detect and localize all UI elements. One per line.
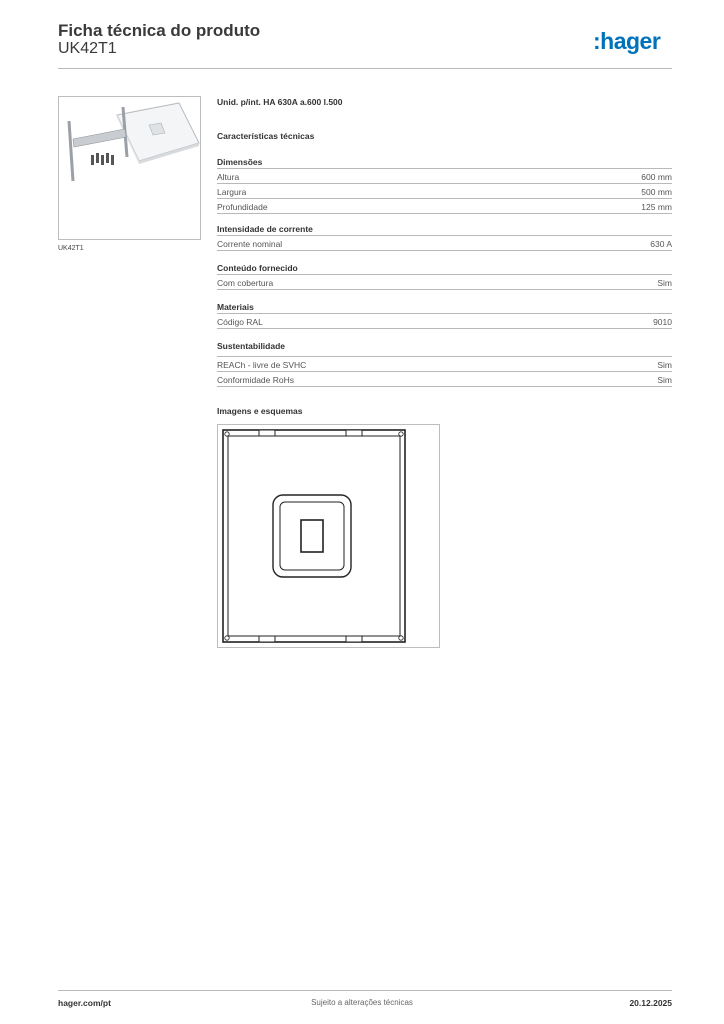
spec-label: Altura xyxy=(217,171,240,182)
spec-row xyxy=(217,313,672,328)
spec-row xyxy=(217,371,672,386)
spec-label: Profundidade xyxy=(217,201,268,212)
section-end-rule xyxy=(217,213,672,214)
spec-label: Conformidade RoHs xyxy=(217,374,295,385)
page-title: Ficha técnica do produto xyxy=(58,21,261,40)
footer-divider xyxy=(58,990,672,991)
logo-text: :hager xyxy=(593,28,661,54)
section-title-dimensions: Dimensões xyxy=(217,157,263,167)
section-title-content: Conteúdo fornecido xyxy=(217,263,298,273)
section-end-rule xyxy=(217,386,672,387)
header-divider xyxy=(58,68,672,69)
product-name: Unid. p/int. HA 630A a.600 l.500 xyxy=(217,97,343,107)
spec-row xyxy=(217,168,672,183)
section-end-rule xyxy=(217,328,672,329)
photo-caption: UK42T1 xyxy=(58,245,84,252)
spec-value: Sim xyxy=(657,374,672,385)
product-code: UK42T1 xyxy=(58,40,117,57)
spec-label: Corrente nominal xyxy=(217,238,283,249)
spec-value: 125 mm xyxy=(641,201,672,212)
hager-logo xyxy=(593,28,675,56)
images-title: Imagens e esquemas xyxy=(217,406,303,416)
spec-label: Largura xyxy=(217,186,247,197)
spec-row xyxy=(217,274,672,289)
section-end-rule xyxy=(217,289,672,290)
spec-value: 9010 xyxy=(653,316,672,327)
spec-row xyxy=(217,198,672,213)
section-title-sustainability: Sustentabilidade xyxy=(217,341,286,351)
footer-date: 20.12.2025 xyxy=(629,998,672,1008)
spec-row xyxy=(217,183,672,198)
section-title-materials: Materiais xyxy=(217,302,254,312)
section-title-current: Intensidade de corrente xyxy=(217,224,313,234)
technical-drawing-illustration xyxy=(218,425,439,647)
product-photo xyxy=(58,96,201,240)
footer-notice: Sujeito a alterações técnicas xyxy=(311,998,413,1007)
section-end-rule xyxy=(217,250,672,251)
footer-website[interactable]: hager.com/pt xyxy=(58,998,111,1008)
tech-characteristics-title: Características técnicas xyxy=(217,131,315,141)
spec-label: Com cobertura xyxy=(217,277,274,288)
spec-value: 630 A xyxy=(650,238,672,249)
spec-value: Sim xyxy=(657,359,672,370)
spec-value: 500 mm xyxy=(641,186,672,197)
spec-label: Código RAL xyxy=(217,316,263,327)
spec-row xyxy=(217,235,672,250)
spec-value: Sim xyxy=(657,277,672,288)
spec-row xyxy=(217,356,672,371)
technical-drawing xyxy=(217,424,440,648)
product-photo-illustration xyxy=(59,97,200,239)
spec-label: REACh - livre de SVHC xyxy=(217,359,307,370)
spec-value: 600 mm xyxy=(641,171,672,182)
